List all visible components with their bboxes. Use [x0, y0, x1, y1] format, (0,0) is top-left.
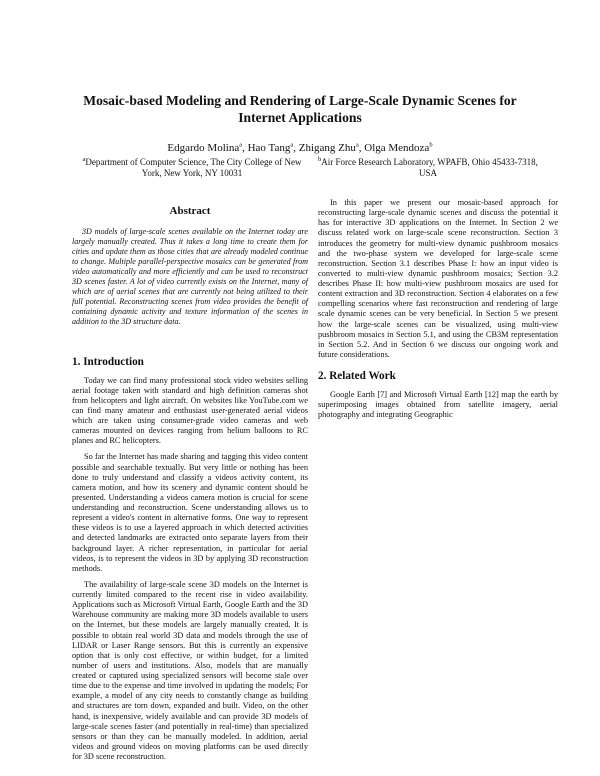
left-column: [72, 205, 308, 762]
right-column: [318, 198, 558, 420]
author-line: Edgardo Molina$^a$, Hao Tang$^a$, Zhigang Zhu$^a$, Olga Mendoza$^b$: [167, 141, 433, 154]
author-name: Olga Mendoza: [364, 142, 430, 154]
affiliation-mark: a: [355, 141, 359, 149]
introduction-paragraph: So far the Internet has made sharing and tagging this video content possible and searchable textually. But very little or nothing has been done to truly understand and classify a videos activity content, its camera motion, and how its scenery and dynamic content should be presented. Understanding a videos camera motion is crucial for scene understanding and reconstruction. Scene understanding allows us to represent a video's content in alternative forms. One way to represent these videos is to use a layered approach in which detected activities and detected landmarks are extracted onto separate layers from their background layer. A richer representation, in particular for aerial videos, is to represent the videos in 3D by applying 3D reconstruction methods.: [72, 452, 308, 573]
affiliation-mark: b: [429, 141, 433, 149]
affiliation-mark: b: [318, 156, 322, 163]
affiliation-mark: a: [239, 141, 243, 149]
author-name: Zhigang Zhu: [298, 142, 356, 154]
affiliation-b: [308, 157, 548, 179]
introduction-paragraph: In this paper we present our mosaic-based approach for reconstructing large-scale dynamic scenes and discuss the potential it has for interactive 3D applications on the Internet. In Section 2 we discuss related work on large-scale scene reconstruction. Section 3 introduces the geometry for multi-view dynamic pushbroom mosaics and the two-phase system we developed for large-scale scene reconstruction. Section 3.1 describes Phase I: how an input video is converted to multi-view dynamic pushbroom mosaics; Section 3.2 describes Phase II: how multi-view pushbroom mosaics are used for content extraction and 3D reconstruction. Section 4 elaborates on a few compelling scenarios where fast reconstruction and rendering of large scale dynamic scenes can be very beneficial. In Section 5 we present how the large-scale scenes can be visualized, using multi-view pushbroom mosaics in Section 5.1, and using the CB3M representation in Section 5.2. And in Section 6 we discuss our ongoing work and future considerations.: [318, 198, 558, 359]
author-name: Edgardo Molina: [167, 142, 240, 154]
abstract-heading: Abstract: [169, 205, 211, 217]
abstract-text: 3D models of large-scale scenes available on the Internet today are largely manually created. Thus it takes a long time to create them for cities and update them as those cities that are already modeled continue to change. Multiple parallel-perspective mosaics can be generated from video automatically and more efficiently and can be used to reconstruct 3D scenes faster. A lot of video currently exists on the Internet, many of which are of aerial scenes that are currently not being utilized to their full potential. Reconstructing scenes from video provides the benefit of containing dynamic activity and texture information of the scenes in addition to the 3D structure data.: [72, 227, 308, 326]
introduction-paragraph: The availability of large-scale scene 3D models on the Internet is currently limited compared to the recent rise in video availability. Applications such as Microsoft Virtual Earth, Google Earth and the 3D Warehouse community are making more 3D models available to users on the Internet, but these models are largely manually created. It is possible to obtain real world 3D data and models through the use of LIDAR or Laser Range sensors. But this is currently an expensive option that is only cost effective, or within budget, for a limited number of users and institutions. Also, models that are manually created or captured using specialized sensors will become stale over time due to the expense and time involved in updating the models; For example, a model of any city needs to constantly change as building and structures are torn down, expanded and built. Video, on the other hand, is inexpensive, widely available and can provide 3D models of large-scale scenes faster (and potentially in real-time) than specialized sensors or than they can be manually modeled. In addition, aerial videos and ground videos on moving platforms can be used directly for 3D scene reconstruction.: [72, 579, 308, 762]
related-work-paragraph: Google Earth [7] and Microsoft Virtual Earth [12] map the earth by superimposing images obtained from satellite imagery, aerial photography and integrating Geographic: [318, 390, 558, 420]
paper-title: Mosaic-based Modeling and Rendering of Large-Scale Dynamic Scenes for Internet Applications: [83, 93, 517, 125]
introduction-heading: 1. Introduction: [72, 355, 144, 368]
affiliation-mark: a: [290, 141, 294, 149]
affiliation-mark: a: [82, 156, 86, 163]
author-name: Hao Tang: [247, 142, 291, 154]
affiliation-a: [72, 157, 312, 179]
affiliation-text: Department of Computer Science, The City College of New York, New York, NY 10031: [85, 157, 302, 178]
related-work-heading: 2. Related Work: [318, 370, 396, 382]
introduction-paragraph: Today we can find many professional stock video websites selling aerial footage taken with standard and high definition cameras shot from helicopters and light aircraft. On websites like YouTube.com we can find many amateur and enthusiast user-generated aerial videos which are taken using consumer-grade video cameras and web cameras mounted on devices ranging from helium balloons to RC planes and RC helicopters.: [72, 375, 308, 446]
affiliation-text: Air Force Research Laboratory, WPAFB, Ohio 45433-7318, USA: [321, 157, 538, 178]
